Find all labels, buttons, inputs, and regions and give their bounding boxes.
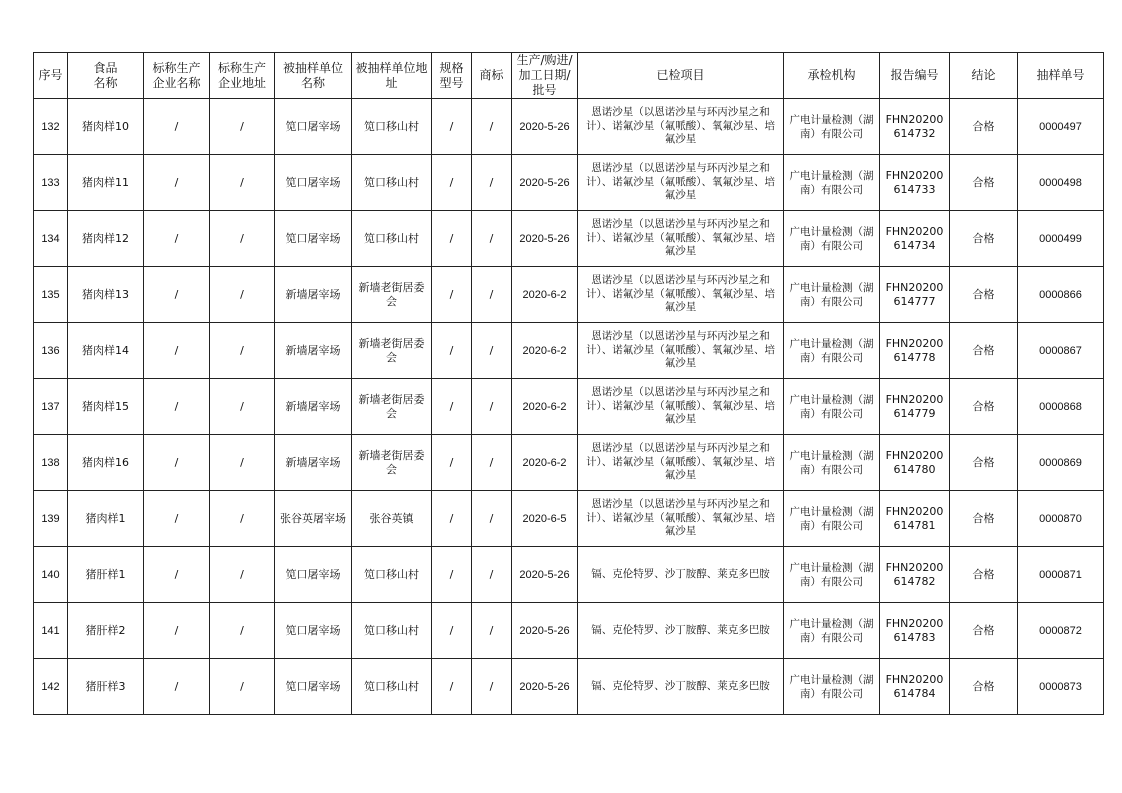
serial-no-cell: 133 <box>34 155 68 211</box>
manufacturer-address-cell: / <box>210 547 275 603</box>
manufacturer-name-cell: / <box>144 323 210 379</box>
conclusion-cell: 合格 <box>950 659 1018 715</box>
table-row <box>34 603 1104 659</box>
inspection-results-sheet <box>33 52 1103 715</box>
report-number-cell: FHN20200614733 <box>880 155 950 211</box>
sample-number-cell: 0000497 <box>1018 99 1104 155</box>
brand-cell: / <box>472 323 512 379</box>
header-conclusion: 结论 <box>950 53 1018 99</box>
testing-agency-cell: 广电计量检测（湖南）有限公司 <box>784 379 880 435</box>
conclusion-cell: 合格 <box>950 547 1018 603</box>
production-date-cell: 2020-5-26 <box>512 603 578 659</box>
tested-items-cell: 恩诺沙星（以恩诺沙星与环丙沙星之和计）、诺氟沙星（氟哌酸）、氧氟沙星、培氟沙星 <box>578 435 784 491</box>
serial-no-cell: 137 <box>34 379 68 435</box>
manufacturer-name-cell: / <box>144 267 210 323</box>
conclusion-cell: 合格 <box>950 435 1018 491</box>
manufacturer-name-cell: / <box>144 155 210 211</box>
tested-items-cell: 恩诺沙星（以恩诺沙星与环丙沙星之和计）、诺氟沙星（氟哌酸）、氧氟沙星、培氟沙星 <box>578 211 784 267</box>
manufacturer-name-cell: / <box>144 379 210 435</box>
spec-model-cell: / <box>432 547 472 603</box>
serial-no-cell: 141 <box>34 603 68 659</box>
manufacturer-name-cell: / <box>144 547 210 603</box>
sampled-unit-name-cell: 新墙屠宰场 <box>275 267 352 323</box>
brand-cell: / <box>472 491 512 547</box>
sampled-unit-address-cell: 张谷英镇 <box>352 491 432 547</box>
inspection-results-table <box>33 52 1104 715</box>
testing-agency-cell: 广电计量检测（湖南）有限公司 <box>784 491 880 547</box>
tested-items-cell: 恩诺沙星（以恩诺沙星与环丙沙星之和计）、诺氟沙星（氟哌酸）、氧氟沙星、培氟沙星 <box>578 267 784 323</box>
header-brand: 商标 <box>472 53 512 99</box>
testing-agency-cell: 广电计量检测（湖南）有限公司 <box>784 211 880 267</box>
table-row <box>34 547 1104 603</box>
spec-model-cell: / <box>432 435 472 491</box>
report-number-cell: FHN20200614778 <box>880 323 950 379</box>
report-number-cell: FHN20200614777 <box>880 267 950 323</box>
manufacturer-name-cell: / <box>144 211 210 267</box>
sampled-unit-name-cell: 笕口屠宰场 <box>275 659 352 715</box>
spec-model-cell: / <box>432 99 472 155</box>
serial-no-cell: 142 <box>34 659 68 715</box>
manufacturer-name-cell: / <box>144 99 210 155</box>
conclusion-cell: 合格 <box>950 491 1018 547</box>
manufacturer-address-cell: / <box>210 435 275 491</box>
sampled-unit-address-cell: 笕口移山村 <box>352 155 432 211</box>
manufacturer-address-cell: / <box>210 603 275 659</box>
manufacturer-name-cell: / <box>144 491 210 547</box>
conclusion-cell: 合格 <box>950 323 1018 379</box>
sampled-unit-name-cell: 新墙屠宰场 <box>275 323 352 379</box>
report-number-cell: FHN20200614781 <box>880 491 950 547</box>
sample-number-cell: 0000871 <box>1018 547 1104 603</box>
sampled-unit-address-cell: 笕口移山村 <box>352 603 432 659</box>
testing-agency-cell: 广电计量检测（湖南）有限公司 <box>784 435 880 491</box>
table-row <box>34 155 1104 211</box>
production-date-cell: 2020-6-2 <box>512 435 578 491</box>
tested-items-cell: 镉、克伦特罗、沙丁胺醇、莱克多巴胺 <box>578 547 784 603</box>
spec-model-cell: / <box>432 379 472 435</box>
sampled-unit-name-cell: 笕口屠宰场 <box>275 211 352 267</box>
sample-number-cell: 0000498 <box>1018 155 1104 211</box>
production-date-cell: 2020-5-26 <box>512 155 578 211</box>
header-food-name: 食品 名称 <box>68 53 144 99</box>
header-manufacturer-address: 标称生产企业地址 <box>210 53 275 99</box>
sample-number-cell: 0000866 <box>1018 267 1104 323</box>
production-date-cell: 2020-6-2 <box>512 267 578 323</box>
brand-cell: / <box>472 379 512 435</box>
sample-number-cell: 0000499 <box>1018 211 1104 267</box>
spec-model-cell: / <box>432 659 472 715</box>
brand-cell: / <box>472 155 512 211</box>
manufacturer-address-cell: / <box>210 267 275 323</box>
food-name-cell: 猪肉样1 <box>68 491 144 547</box>
brand-cell: / <box>472 435 512 491</box>
sample-number-cell: 0000870 <box>1018 491 1104 547</box>
manufacturer-name-cell: / <box>144 435 210 491</box>
testing-agency-cell: 广电计量检测（湖南）有限公司 <box>784 323 880 379</box>
header-sample-number: 抽样单号 <box>1018 53 1104 99</box>
serial-no-cell: 136 <box>34 323 68 379</box>
table-row <box>34 379 1104 435</box>
table-row <box>34 491 1104 547</box>
sampled-unit-address-cell: 笕口移山村 <box>352 211 432 267</box>
manufacturer-address-cell: / <box>210 491 275 547</box>
production-date-cell: 2020-5-26 <box>512 99 578 155</box>
sampled-unit-address-cell: 笕口移山村 <box>352 99 432 155</box>
conclusion-cell: 合格 <box>950 155 1018 211</box>
brand-cell: / <box>472 99 512 155</box>
food-name-cell: 猪肉样15 <box>68 379 144 435</box>
serial-no-cell: 138 <box>34 435 68 491</box>
production-date-cell: 2020-6-5 <box>512 491 578 547</box>
food-name-cell: 猪肉样10 <box>68 99 144 155</box>
sampled-unit-address-cell: 新墙老街居委会 <box>352 379 432 435</box>
header-report-number: 报告编号 <box>880 53 950 99</box>
spec-model-cell: / <box>432 211 472 267</box>
report-number-cell: FHN20200614783 <box>880 603 950 659</box>
conclusion-cell: 合格 <box>950 267 1018 323</box>
spec-model-cell: / <box>432 155 472 211</box>
header-sampled-unit-address: 被抽样单位地址 <box>352 53 432 99</box>
header-sampled-unit-name: 被抽样单位名称 <box>275 53 352 99</box>
tested-items-cell: 镉、克伦特罗、沙丁胺醇、莱克多巴胺 <box>578 659 784 715</box>
sample-number-cell: 0000872 <box>1018 603 1104 659</box>
tested-items-cell: 恩诺沙星（以恩诺沙星与环丙沙星之和计）、诺氟沙星（氟哌酸）、氧氟沙星、培氟沙星 <box>578 99 784 155</box>
report-number-cell: FHN20200614734 <box>880 211 950 267</box>
tested-items-cell: 恩诺沙星（以恩诺沙星与环丙沙星之和计）、诺氟沙星（氟哌酸）、氧氟沙星、培氟沙星 <box>578 323 784 379</box>
table-row <box>34 435 1104 491</box>
report-number-cell: FHN20200614782 <box>880 547 950 603</box>
testing-agency-cell: 广电计量检测（湖南）有限公司 <box>784 155 880 211</box>
serial-no-cell: 139 <box>34 491 68 547</box>
food-name-cell: 猪肝样1 <box>68 547 144 603</box>
sampled-unit-address-cell: 新墙老街居委会 <box>352 267 432 323</box>
table-body <box>34 99 1104 715</box>
production-date-cell: 2020-6-2 <box>512 379 578 435</box>
testing-agency-cell: 广电计量检测（湖南）有限公司 <box>784 547 880 603</box>
header-manufacturer-name: 标称生产企业名称 <box>144 53 210 99</box>
spec-model-cell: / <box>432 323 472 379</box>
sampled-unit-name-cell: 新墙屠宰场 <box>275 379 352 435</box>
manufacturer-address-cell: / <box>210 211 275 267</box>
manufacturer-address-cell: / <box>210 99 275 155</box>
sampled-unit-name-cell: 笕口屠宰场 <box>275 99 352 155</box>
brand-cell: / <box>472 659 512 715</box>
testing-agency-cell: 广电计量检测（湖南）有限公司 <box>784 659 880 715</box>
tested-items-cell: 镉、克伦特罗、沙丁胺醇、莱克多巴胺 <box>578 603 784 659</box>
header-spec-model: 规格型号 <box>432 53 472 99</box>
tested-items-cell: 恩诺沙星（以恩诺沙星与环丙沙星之和计）、诺氟沙星（氟哌酸）、氧氟沙星、培氟沙星 <box>578 379 784 435</box>
sampled-unit-address-cell: 笕口移山村 <box>352 547 432 603</box>
serial-no-cell: 132 <box>34 99 68 155</box>
sampled-unit-name-cell: 笕口屠宰场 <box>275 603 352 659</box>
production-date-cell: 2020-5-26 <box>512 659 578 715</box>
table-header-row <box>34 53 1104 99</box>
table-row <box>34 323 1104 379</box>
sample-number-cell: 0000873 <box>1018 659 1104 715</box>
header-production-date: 生产/购进/加工日期/批号 <box>512 53 578 99</box>
manufacturer-address-cell: / <box>210 659 275 715</box>
report-number-cell: FHN20200614784 <box>880 659 950 715</box>
sampled-unit-name-cell: 笕口屠宰场 <box>275 547 352 603</box>
serial-no-cell: 135 <box>34 267 68 323</box>
production-date-cell: 2020-5-26 <box>512 547 578 603</box>
conclusion-cell: 合格 <box>950 211 1018 267</box>
header-testing-agency: 承检机构 <box>784 53 880 99</box>
conclusion-cell: 合格 <box>950 603 1018 659</box>
sample-number-cell: 0000867 <box>1018 323 1104 379</box>
brand-cell: / <box>472 267 512 323</box>
spec-model-cell: / <box>432 491 472 547</box>
sampled-unit-address-cell: 笕口移山村 <box>352 659 432 715</box>
conclusion-cell: 合格 <box>950 99 1018 155</box>
sampled-unit-name-cell: 张谷英屠宰场 <box>275 491 352 547</box>
tested-items-cell: 恩诺沙星（以恩诺沙星与环丙沙星之和计）、诺氟沙星（氟哌酸）、氧氟沙星、培氟沙星 <box>578 491 784 547</box>
manufacturer-name-cell: / <box>144 603 210 659</box>
report-number-cell: FHN20200614732 <box>880 99 950 155</box>
manufacturer-name-cell: / <box>144 659 210 715</box>
table-row <box>34 267 1104 323</box>
table-row <box>34 211 1104 267</box>
sample-number-cell: 0000869 <box>1018 435 1104 491</box>
conclusion-cell: 合格 <box>950 379 1018 435</box>
table-row <box>34 659 1104 715</box>
header-serial-no: 序号 <box>34 53 68 99</box>
manufacturer-address-cell: / <box>210 379 275 435</box>
report-number-cell: FHN20200614780 <box>880 435 950 491</box>
serial-no-cell: 134 <box>34 211 68 267</box>
manufacturer-address-cell: / <box>210 323 275 379</box>
spec-model-cell: / <box>432 267 472 323</box>
production-date-cell: 2020-5-26 <box>512 211 578 267</box>
food-name-cell: 猪肉样14 <box>68 323 144 379</box>
food-name-cell: 猪肉样16 <box>68 435 144 491</box>
food-name-cell: 猪肉样12 <box>68 211 144 267</box>
testing-agency-cell: 广电计量检测（湖南）有限公司 <box>784 603 880 659</box>
food-name-cell: 猪肉样13 <box>68 267 144 323</box>
serial-no-cell: 140 <box>34 547 68 603</box>
spec-model-cell: / <box>432 603 472 659</box>
sampled-unit-address-cell: 新墙老街居委会 <box>352 323 432 379</box>
header-tested-items: 已检项目 <box>578 53 784 99</box>
food-name-cell: 猪肝样2 <box>68 603 144 659</box>
sampled-unit-name-cell: 新墙屠宰场 <box>275 435 352 491</box>
testing-agency-cell: 广电计量检测（湖南）有限公司 <box>784 267 880 323</box>
tested-items-cell: 恩诺沙星（以恩诺沙星与环丙沙星之和计）、诺氟沙星（氟哌酸）、氧氟沙星、培氟沙星 <box>578 155 784 211</box>
brand-cell: / <box>472 211 512 267</box>
food-name-cell: 猪肉样11 <box>68 155 144 211</box>
production-date-cell: 2020-6-2 <box>512 323 578 379</box>
food-name-cell: 猪肝样3 <box>68 659 144 715</box>
testing-agency-cell: 广电计量检测（湖南）有限公司 <box>784 99 880 155</box>
brand-cell: / <box>472 547 512 603</box>
sampled-unit-address-cell: 新墙老街居委会 <box>352 435 432 491</box>
brand-cell: / <box>472 603 512 659</box>
manufacturer-address-cell: / <box>210 155 275 211</box>
report-number-cell: FHN20200614779 <box>880 379 950 435</box>
sample-number-cell: 0000868 <box>1018 379 1104 435</box>
sampled-unit-name-cell: 笕口屠宰场 <box>275 155 352 211</box>
table-row <box>34 99 1104 155</box>
